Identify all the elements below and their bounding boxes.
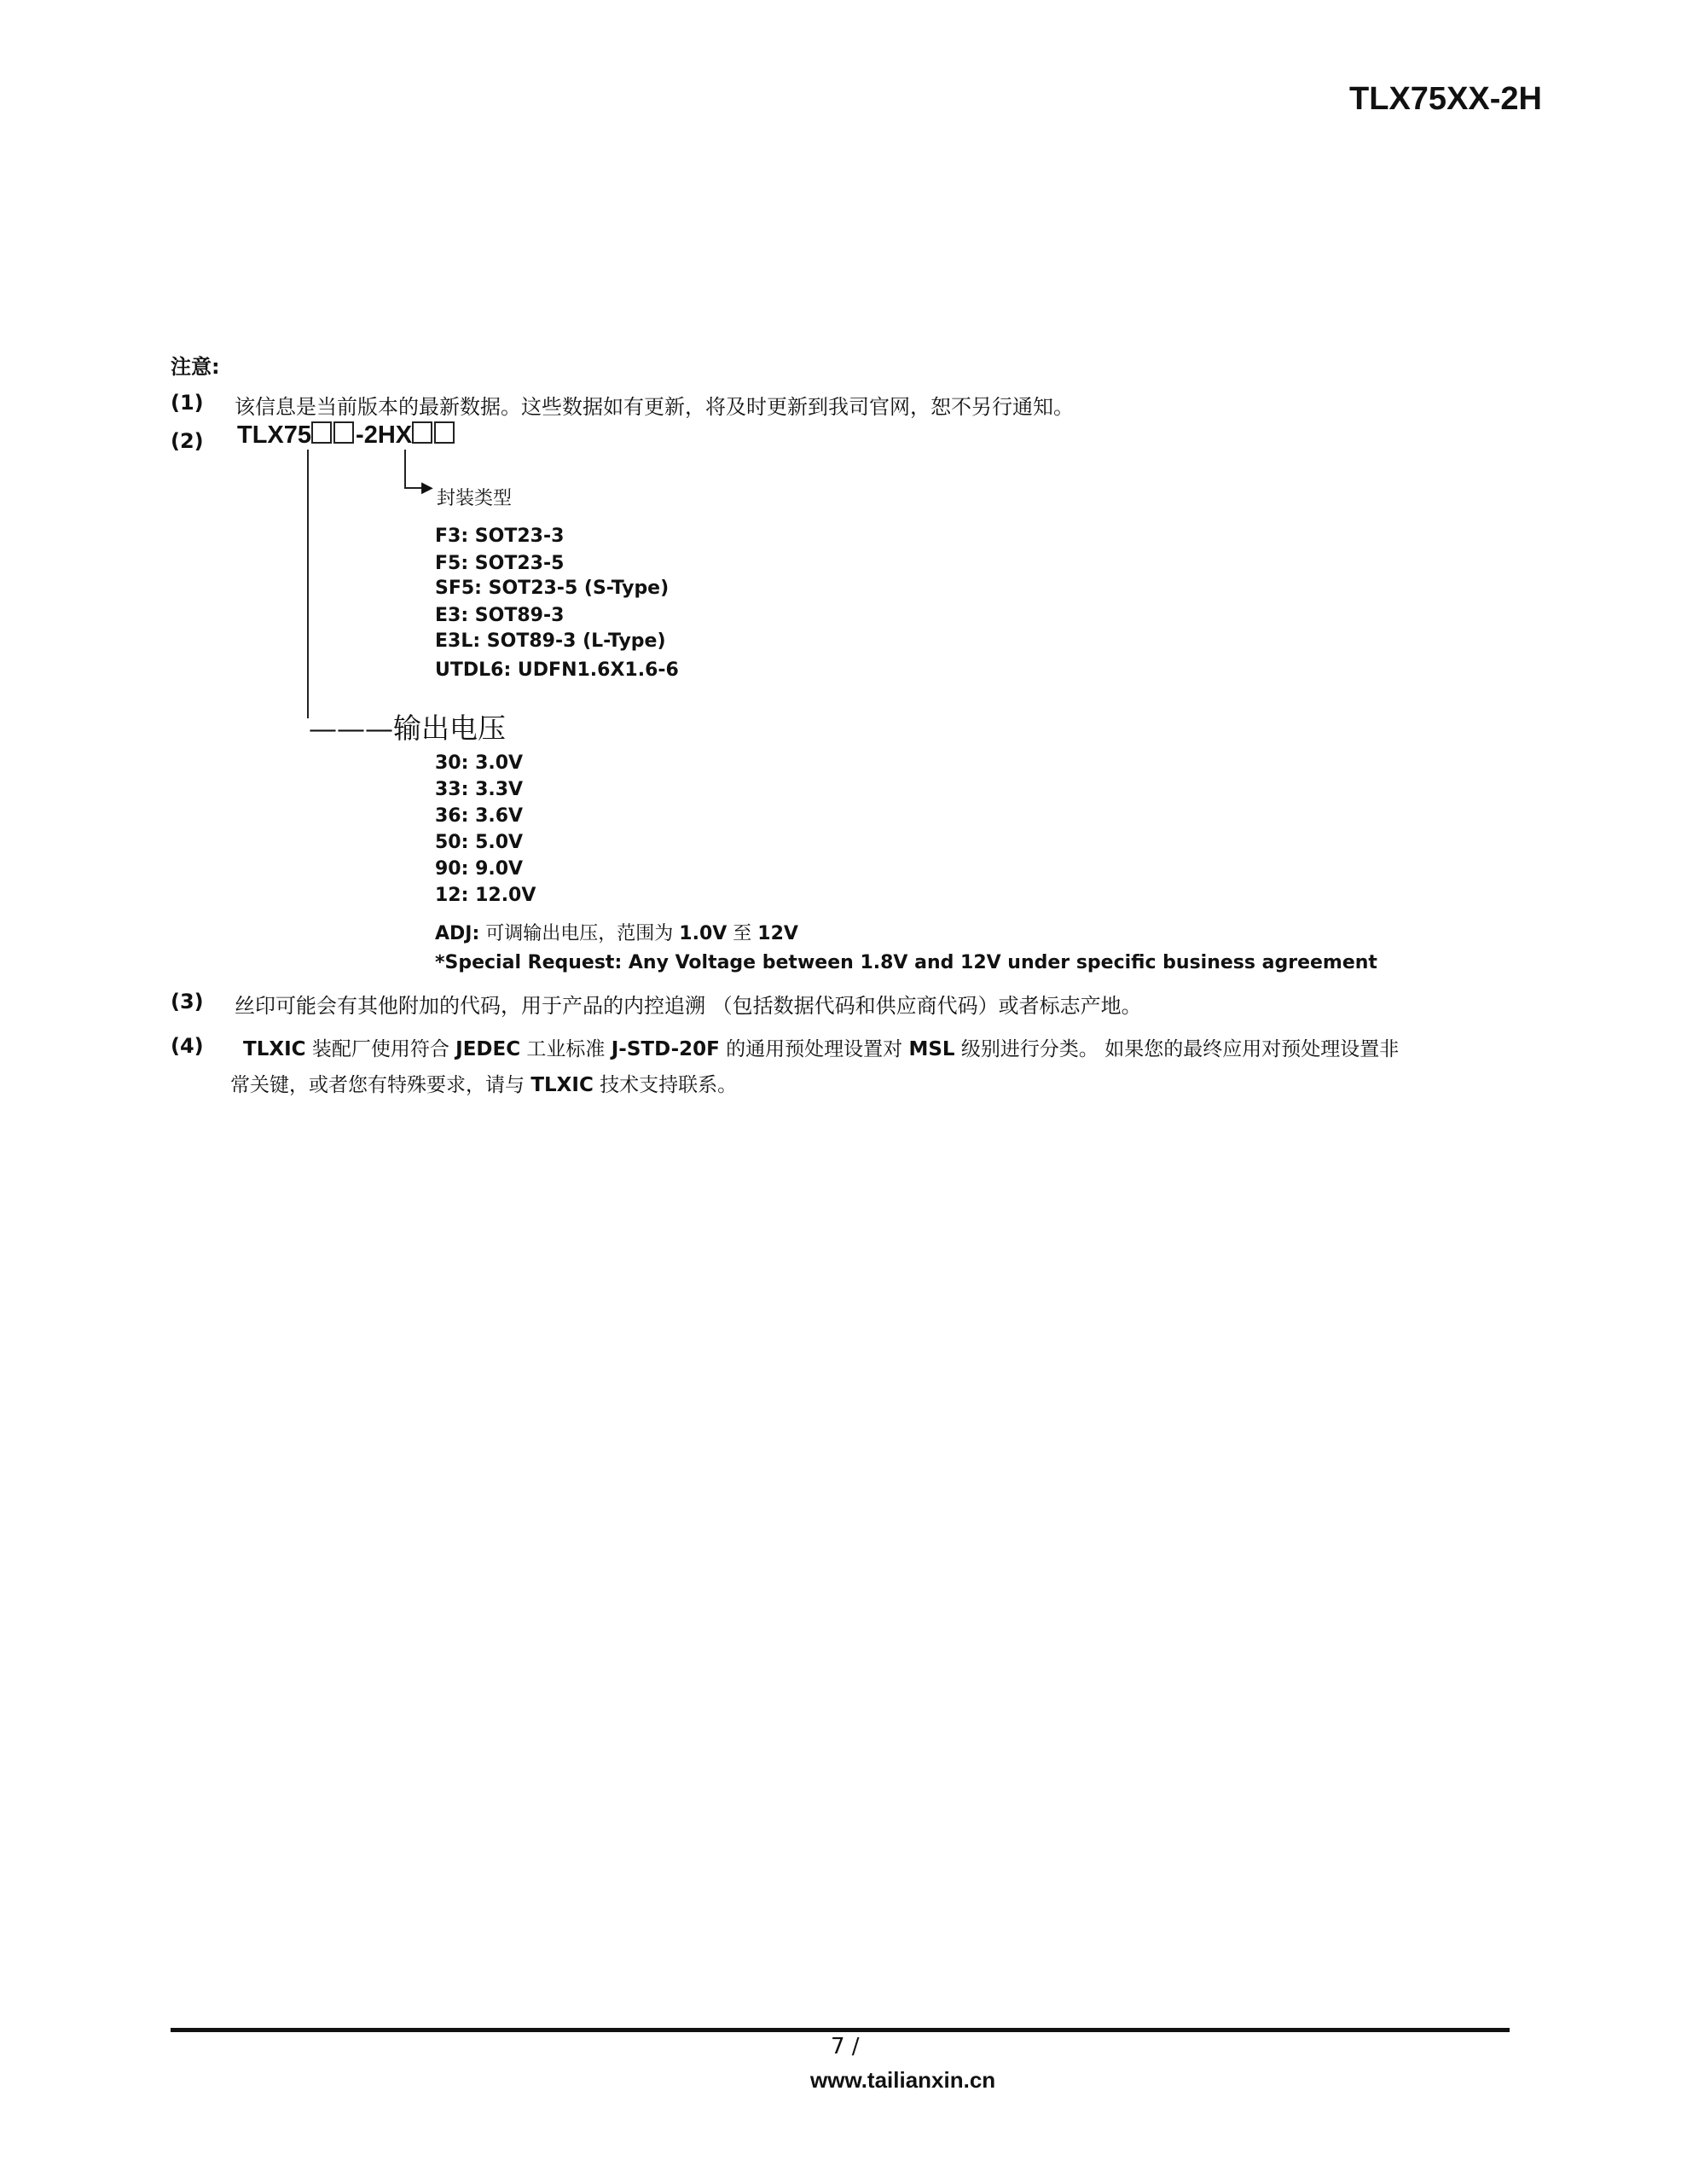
note-3-text: 丝印可能会有其他附加的代码，用于产品的内控追溯 （包括数据代码和供应商代码）或者标志产地。 bbox=[235, 994, 1142, 1018]
placeholder-box bbox=[412, 421, 432, 444]
note-4-text: 装配厂使用符合 bbox=[305, 1038, 456, 1060]
note-4-text: 的通用预处理设置对 bbox=[719, 1038, 909, 1060]
package-option: UTDL6: UDFN1.6X1.6-6 bbox=[435, 659, 679, 681]
note-1-text: 该信息是当前版本的最新数据。这些数据如有更新，将及时更新到我司官网，恕不另行通知。 bbox=[235, 395, 1074, 419]
adj-text-to: 至 bbox=[727, 923, 758, 944]
package-option: E3L: SOT89-3 (L-Type) bbox=[435, 630, 666, 652]
page-number: 7 / bbox=[831, 2034, 860, 2059]
package-connector-vertical bbox=[404, 450, 406, 489]
note-4-text-line1 bbox=[243, 1033, 1399, 1061]
package-option: F3: SOT23-3 bbox=[435, 526, 565, 547]
adj-key: ADJ: bbox=[435, 923, 480, 944]
adj-voltage-line bbox=[435, 919, 798, 945]
voltage-option: 50: 5.0V bbox=[435, 832, 524, 853]
website-link[interactable]: www.tailianxin.cn bbox=[810, 2067, 996, 2093]
part-number-format bbox=[237, 421, 456, 450]
footer-divider bbox=[171, 2028, 1510, 2032]
note-4-text: 级别进行分类。 如果您的最终应用对预处理设置非 bbox=[954, 1038, 1400, 1060]
voltage-connector-vertical bbox=[307, 450, 309, 718]
msl-text: MSL bbox=[908, 1038, 955, 1060]
adj-max-voltage: 12V bbox=[757, 923, 798, 944]
package-option: F5: SOT23-5 bbox=[435, 553, 565, 574]
note-4-text: 常关键，或者您有特殊要求，请与 bbox=[230, 1074, 531, 1096]
part-number-prefix: TLX75 bbox=[237, 421, 312, 449]
note-4-number: (4) bbox=[171, 1034, 204, 1058]
note-4-text-line2 bbox=[230, 1069, 737, 1097]
part-number-middle: -2HX bbox=[356, 421, 413, 449]
voltage-option: 33: 3.3V bbox=[435, 779, 524, 800]
adj-min-voltage: 1.0V bbox=[679, 923, 728, 944]
special-request-note: *Special Request: Any Voltage between 1.8V and 12V under specific business agreement bbox=[435, 952, 1377, 973]
voltage-option: 30: 3.0V bbox=[435, 752, 524, 774]
note-1-number: (1) bbox=[171, 391, 204, 415]
package-type-label: 封装类型 bbox=[437, 488, 513, 509]
jedec-text: JEDEC bbox=[455, 1038, 521, 1060]
voltage-option: 12: 12.0V bbox=[435, 885, 536, 906]
note-3-number: (3) bbox=[171, 990, 204, 1014]
note-2-number: (2) bbox=[171, 429, 204, 453]
placeholder-box bbox=[311, 421, 332, 444]
notes-heading: 注意: bbox=[171, 355, 220, 379]
adj-text: 可调输出电压，范围为 bbox=[479, 923, 680, 944]
output-voltage-label: ———输出电压 bbox=[309, 712, 506, 745]
tlxic-text: TLXIC bbox=[530, 1074, 594, 1096]
voltage-option: 90: 9.0V bbox=[435, 858, 524, 880]
voltage-option: 36: 3.6V bbox=[435, 805, 524, 827]
package-option: E3: SOT89-3 bbox=[435, 605, 565, 626]
document-title: TLX75XX-2H bbox=[1349, 81, 1542, 117]
placeholder-box bbox=[333, 421, 354, 444]
note-4-text: 技术支持联系。 bbox=[593, 1074, 738, 1096]
tlxic-text: TLXIC bbox=[243, 1038, 306, 1060]
placeholder-box bbox=[434, 421, 455, 444]
standard-text: J-STD-20F bbox=[611, 1038, 720, 1060]
package-option: SF5: SOT23-5 (S-Type) bbox=[435, 578, 670, 599]
arrow-right-icon: ▶ bbox=[421, 479, 433, 497]
note-4-text: 工业标准 bbox=[520, 1038, 612, 1060]
